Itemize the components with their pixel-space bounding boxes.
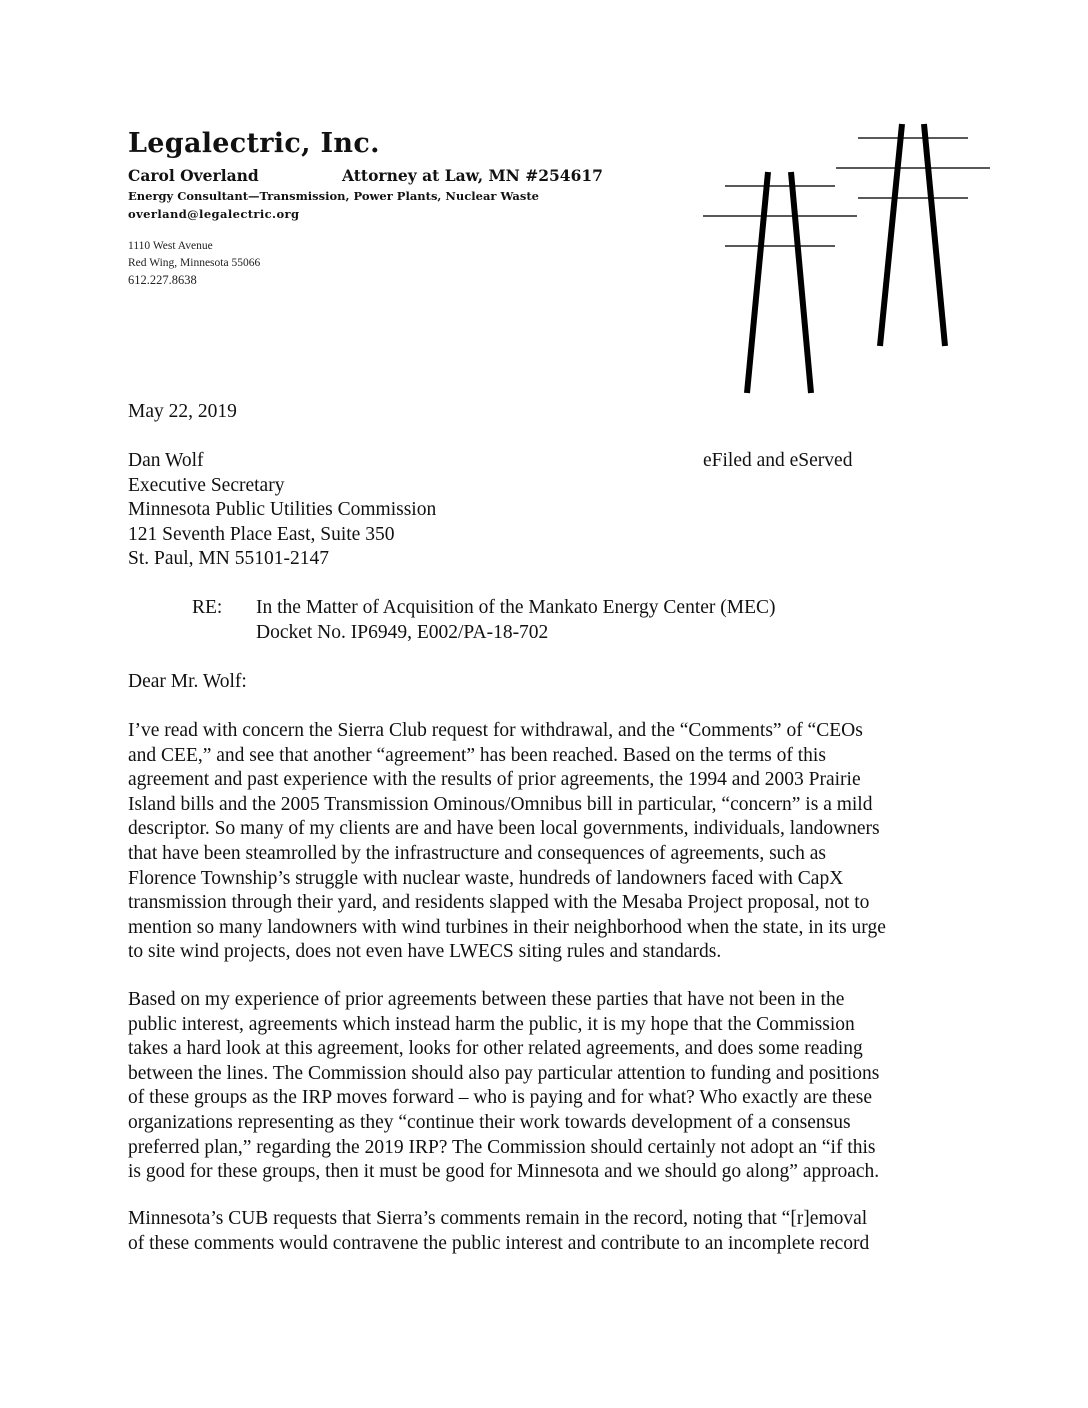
paragraph-line: that have been steamrolled by the infrastructure and consequences of agreements, such as <box>128 842 826 864</box>
re-subject <box>256 596 776 645</box>
paragraph-line: preferred plan,” regarding the 2019 IRP? The Commission should certainly not adopt an “if this <box>128 1136 876 1158</box>
recipient-name: Dan Wolf <box>128 450 204 471</box>
sender-street: 1110 West Avenue <box>128 240 213 252</box>
recipient-organization: Minnesota Public Utilities Commission <box>128 499 437 521</box>
paragraph-line: transmission through their yard, and residents slapped with the Mesaba Project proposal, not to <box>128 892 870 914</box>
right-tower-leg-right <box>924 124 945 346</box>
paragraph-line: and CEE,” and see that another “agreement” has been reached. Based on the terms of this <box>128 744 826 766</box>
sender-city: Red Wing, Minnesota 55066 <box>128 257 261 269</box>
paragraph-line: agreement and past experience with the results of prior agreements, the 1994 and 2003 Prairie <box>128 769 861 791</box>
body-paragraph-1 <box>128 719 886 965</box>
paragraph-line: mention so many landowners with wind turbines in their neighborhood when the state, in its urge <box>128 916 886 938</box>
paragraph-line: to site wind projects, does not even have LWECS siting rules and standards. <box>128 941 722 963</box>
paragraph-line: descriptor. So many of my clients are and have been local governments, individuals, landowners <box>128 818 880 840</box>
sender-phone: 612.227.8638 <box>128 273 197 287</box>
re-docket: Docket No. IP6949, E002/PA-18-702 <box>256 621 549 643</box>
body-paragraph-3 <box>128 1207 869 1256</box>
company-name: Legalectric, Inc. <box>128 128 380 159</box>
consultant-role: Energy Consultant—Transmission, Power Plants, Nuclear Waste <box>128 189 539 203</box>
recipient-city: St. Paul, MN 55101-2147 <box>128 548 329 570</box>
paragraph-line: of these groups as the IRP moves forward – who is paying and for what? Who exactly are these <box>128 1087 873 1109</box>
email-address: overland@legalectric.org <box>128 207 300 221</box>
left-tower-leg-right <box>791 172 811 393</box>
paragraph-line: I’ve read with concern the Sierra Club request for withdrawal, and the “Comments” of “CEOs <box>128 720 863 741</box>
paragraph-line: between the lines. The Commission should also pay particular attention to funding and positions <box>128 1062 880 1084</box>
paragraph-line: is good for these groups, then it must be good for Minnesota and we should go along” approach. <box>128 1161 880 1183</box>
paragraph-line: Based on my experience of prior agreements between these parties that have not been in the <box>128 989 845 1010</box>
paragraph-line: public interest, agreements which instead harm the public, it is my hope that the Commission <box>128 1013 855 1035</box>
paragraph-line: Florence Township’s struggle with nuclear waste, hundreds of landowners faced with CapX <box>128 867 844 889</box>
attorney-title: Attorney at Law, MN #254617 <box>342 166 603 185</box>
body-paragraph-2 <box>128 988 879 1185</box>
recipient-address <box>128 449 436 572</box>
paragraph-line: organizations representing as they “continue their work towards development of a consensus <box>128 1111 851 1133</box>
paragraph-line: Island bills and the 2005 Transmission Ominous/Omnibus bill in particular, “concern” is a mild <box>128 793 873 815</box>
re-matter: In the Matter of Acquisition of the Mankato Energy Center (MEC) <box>256 597 776 618</box>
paragraph-line: of these comments would contravene the public interest and contribute to an incomplete record <box>128 1232 870 1254</box>
right-tower-icon <box>836 124 990 346</box>
service-note: eFiled and eServed <box>703 450 853 471</box>
paragraph-line: takes a hard look at this agreement, looks for other related agreements, and does some reading <box>128 1038 863 1060</box>
recipient-street: 121 Seventh Place East, Suite 350 <box>128 523 395 545</box>
letter-date: May 22, 2019 <box>128 401 237 422</box>
paragraph-line: Minnesota’s CUB requests that Sierra’s comments remain in the record, noting that “[r]emoval <box>128 1208 868 1229</box>
left-tower-icon <box>703 172 857 393</box>
attorney-name: Carol Overland <box>128 166 259 185</box>
salutation: Dear Mr. Wolf: <box>128 671 247 692</box>
recipient-title: Executive Secretary <box>128 474 285 496</box>
re-label: RE: <box>192 597 223 618</box>
right-tower-leg-left <box>880 124 902 346</box>
left-tower-leg-left <box>747 172 768 393</box>
